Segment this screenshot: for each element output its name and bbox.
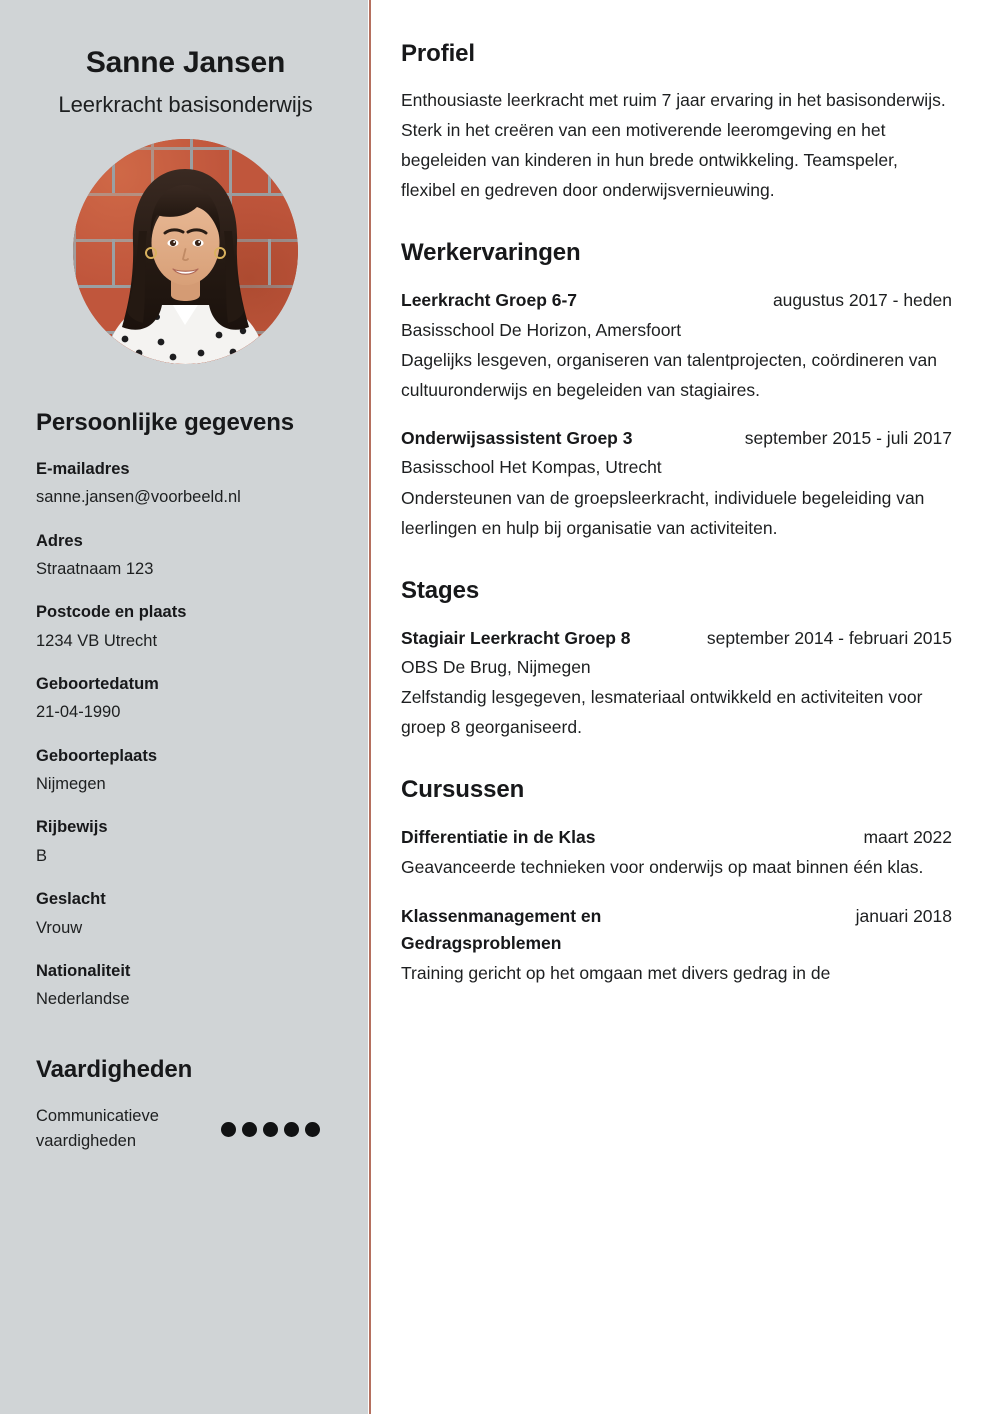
field-place-of-birth [36, 746, 335, 796]
entry-header [401, 287, 952, 314]
entry-date: september 2014 - februari 2015 [706, 627, 952, 648]
field-gender [36, 889, 335, 939]
field-value: 1234 VB Utrecht [36, 631, 158, 650]
field-label: Geboortedatum [36, 675, 159, 693]
entry-header [401, 625, 952, 652]
work-experience-heading: Werkervaringen [401, 239, 581, 267]
avatar-wrapper [36, 139, 335, 364]
courses-heading: Cursussen [401, 776, 525, 804]
internship-entry [401, 625, 952, 743]
entry-date: augustus 2017 - heden [772, 290, 952, 311]
entry-header [401, 903, 952, 957]
field-label: Nationaliteit [36, 961, 131, 980]
field-label: Adres [36, 531, 83, 550]
entry-organisation: Basisschool Het Kompas, Utrecht [401, 457, 662, 478]
job-title: Leerkracht basisonderwijs [58, 91, 313, 117]
page-title: Sanne Jansen [85, 46, 286, 79]
field-label: Geboorteplaats [36, 746, 158, 765]
entry-organisation: Basisschool De Horizon, Amersfoort [401, 319, 682, 340]
entry-description: Dagelijks lesgeven, organiseren van talentprojecten, coördineren van cultuuronderwijs en begeleiden van stagiaires. [401, 349, 938, 400]
rating-dot-filled [263, 1122, 278, 1137]
entry-title: Differentiatie in de Klas [401, 827, 596, 848]
entry-title: Klassenmanagement en Gedragsproblemen [401, 905, 602, 953]
course-entry [401, 903, 952, 988]
field-label: Rijbewijs [36, 818, 108, 837]
course-entry [401, 824, 952, 882]
entry-date: maart 2022 [863, 827, 952, 848]
entry-description: Ondersteunen van de groepsleerkracht, individuele begeleiding van leerlingen en hulp bij organisatie van activiteiten. [401, 487, 925, 538]
field-postcode-city [36, 602, 335, 652]
entry-title: Onderwijsassistent Groep 3 [401, 428, 633, 449]
main-content [368, 0, 1000, 1414]
portrait-illustration [73, 139, 298, 364]
field-address [36, 531, 335, 581]
rating-dot-filled [305, 1122, 320, 1137]
skill-label: Communicatieve vaardigheden [36, 1106, 159, 1151]
entry-date: september 2015 - juli 2017 [744, 428, 952, 449]
field-value: Nijmegen [36, 775, 106, 794]
rating-dot-filled [242, 1122, 257, 1137]
skill-item [36, 1104, 335, 1155]
entry-description: Zelfstandig lesgegeven, lesmateriaal ontwikkeld en activiteiten voor groep 8 georganiseerd. [401, 687, 923, 738]
field-value: Straatnaam 123 [36, 560, 154, 579]
field-label: Postcode en plaats [36, 603, 187, 622]
entry-title: Stagiair Leerkracht Groep 8 [401, 627, 631, 648]
entry-header [401, 425, 952, 452]
rating-dot-filled [284, 1122, 299, 1137]
entry-description: Geavanceerde technieken voor onderwijs op maat binnen één klas. [401, 857, 924, 878]
field-label: Geslacht [36, 890, 106, 909]
personal-details-heading: Persoonlijke gegevens [36, 408, 295, 436]
field-email [36, 459, 335, 509]
field-value: 21-04-1990 [36, 703, 121, 722]
profile-text: Enthousiaste leerkracht met ruim 7 jaar ervaring in het basisonderwijs. Sterk in het creëren van een motiverende leeromgeving en het begeleiden van kinderen in hun brede ontwikkeling. Teamspeler, flexibel en gedreven door onderwijsvernieuwing. [401, 90, 946, 201]
skill-rating-dots [221, 1122, 320, 1137]
field-nationality [36, 961, 335, 1011]
work-entry [401, 287, 952, 405]
field-value: Vrouw [36, 918, 83, 937]
sidebar [0, 0, 368, 1414]
rating-dot-filled [221, 1122, 236, 1137]
entry-organisation: OBS De Brug, Nijmegen [401, 656, 591, 677]
work-entry [401, 425, 952, 543]
field-label: E-mailadres [36, 459, 130, 478]
entry-date: januari 2018 [855, 905, 952, 926]
field-date-of-birth [36, 674, 335, 724]
avatar [73, 139, 298, 364]
field-value: sanne.jansen@voorbeeld.nl [36, 488, 241, 507]
column-divider [369, 0, 371, 1414]
skills-heading: Vaardigheden [36, 1055, 193, 1083]
field-drivers-license [36, 817, 335, 867]
profile-heading: Profiel [401, 40, 475, 67]
entry-description: Training gericht op het omgaan met divers gedrag in de [401, 962, 831, 983]
field-value: B [36, 846, 48, 865]
internships-heading: Stages [401, 576, 480, 604]
field-value: Nederlandse [36, 990, 130, 1009]
entry-title: Leerkracht Groep 6-7 [401, 290, 578, 311]
entry-header [401, 824, 952, 851]
